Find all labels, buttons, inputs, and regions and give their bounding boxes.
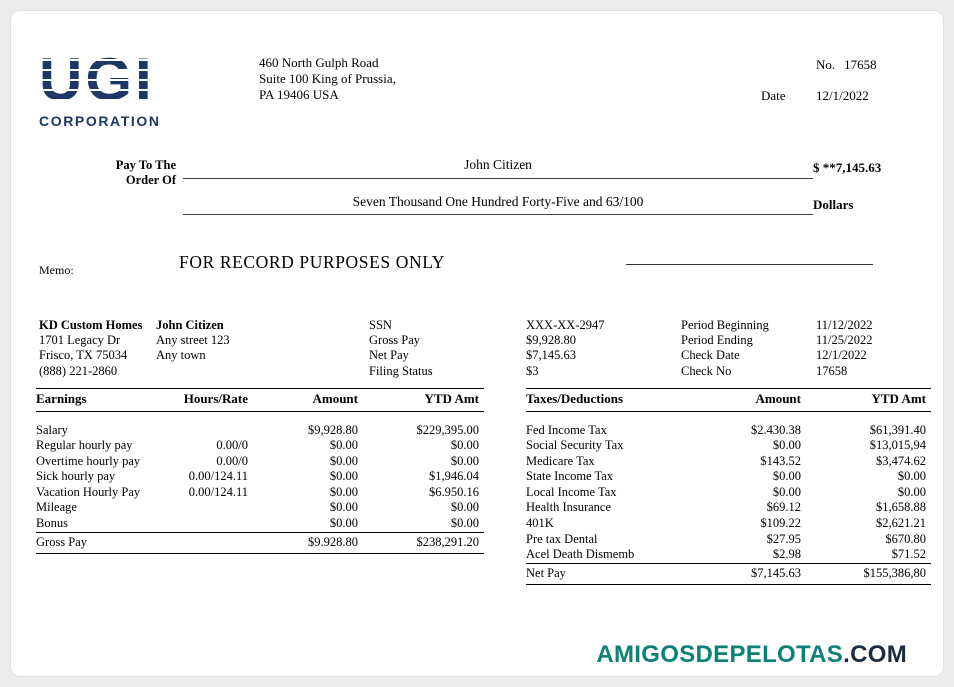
table-cell: Fed Income Tax [526, 422, 607, 437]
total-ytd: $238,291.20 [358, 532, 484, 554]
table-cell: $1,946.04 [429, 469, 479, 484]
company-address [259, 55, 396, 103]
dollars-label: Dollars [813, 197, 854, 212]
address-line: PA 19406 USA [259, 87, 339, 102]
period-labels [681, 318, 769, 379]
employee-address-line: Any street 123 [156, 333, 230, 348]
pay-to-line1: Pay To The [115, 158, 176, 172]
table-row [526, 547, 931, 563]
taxes-header-row [526, 389, 931, 412]
table-cell: State Income Tax [526, 469, 614, 484]
table-row [36, 516, 484, 532]
table-cell: 401K [526, 516, 554, 531]
earnings-body [36, 412, 484, 533]
table-cell: $109.22 [760, 516, 801, 531]
spacer-row [36, 412, 484, 423]
table-cell: $2,621.21 [876, 516, 926, 531]
ytd-col-header: YTD Amt [801, 389, 931, 412]
employee-info [156, 318, 230, 364]
check-amount: $ **7,145.63 [813, 160, 882, 175]
period-label: Check Date [681, 348, 740, 363]
table-row [36, 423, 484, 439]
summary-label: Net Pay [369, 348, 409, 363]
check-number-value: 17658 [844, 57, 877, 72]
table-cell: $2.98 [772, 547, 801, 562]
earnings-col-header: Earnings [36, 389, 166, 412]
amount-in-words: Seven Thousand One Hundred Forty-Five and 63/100 [352, 194, 644, 209]
logo-text: UGI [39, 51, 209, 108]
amount-col-header: Amount [248, 389, 358, 412]
table-cell: $61,391.40 [869, 422, 926, 437]
table-row [526, 485, 931, 501]
employer-info [39, 318, 142, 379]
employee-address-line: Any town [156, 348, 206, 363]
table-cell: $13,015,94 [869, 438, 926, 453]
period-value: 11/25/2022 [816, 333, 873, 348]
table-row [526, 500, 931, 516]
employer-address-line: (888) 221-2860 [39, 363, 118, 378]
summary-labels [369, 318, 433, 379]
table-cell: $0.00 [450, 453, 479, 468]
table-cell: $229,395.00 [416, 422, 479, 437]
employer-address-line: 1701 Legacy Dr [39, 333, 121, 348]
date-label: Date [761, 88, 786, 103]
period-value: 12/1/2022 [816, 348, 867, 363]
table-row [526, 438, 931, 454]
watermark-domain-suffix: .COM [843, 641, 907, 668]
total-label: Gross Pay [36, 532, 166, 554]
total-hours [166, 532, 248, 554]
period-value: 17658 [816, 363, 848, 378]
hours-rate-col-header: Hours/Rate [166, 389, 248, 412]
table-row [36, 454, 484, 470]
summary-label: SSN [369, 318, 392, 332]
total-ytd: $155,386,80 [801, 563, 931, 585]
table-cell: $9,928.80 [308, 422, 358, 437]
table-cell [166, 423, 248, 439]
table-cell: Pre tax Dental [526, 531, 598, 546]
memo-label: Memo: [39, 263, 74, 277]
payee-name: John Citizen [464, 157, 532, 172]
site-watermark [596, 641, 907, 669]
period-label: Period Ending [681, 333, 753, 348]
address-line: Suite 100 King of Prussia, [259, 71, 396, 86]
table-cell: Sick hourly pay [36, 469, 116, 484]
check-number [816, 57, 877, 73]
table-cell: $0.00 [450, 500, 479, 515]
table-cell: $0.00 [450, 438, 479, 453]
table-cell [166, 500, 248, 516]
table-cell: $0.00 [329, 500, 358, 515]
table-cell: 0.00/124.11 [188, 469, 248, 484]
table-row [526, 454, 931, 470]
employer-address-line: Frisco, TX 75034 [39, 348, 128, 363]
table-cell: $0.00 [329, 453, 358, 468]
table-cell: $27.95 [766, 531, 801, 546]
table-cell: $0.00 [329, 484, 358, 499]
table-cell: Overtime hourly pay [36, 453, 141, 468]
table-row [36, 485, 484, 501]
table-cell: 0.00/0 [216, 438, 248, 453]
table-cell: Salary [36, 422, 68, 437]
summary-value: $7,145.63 [526, 348, 576, 363]
period-label: Check No [681, 363, 732, 378]
table-row [526, 532, 931, 548]
table-cell: $2.430.38 [751, 422, 801, 437]
table-row [36, 500, 484, 516]
table-cell: $0.00 [329, 438, 358, 453]
spacer-row [526, 412, 931, 423]
total-amount: $9.928.80 [248, 532, 358, 554]
table-cell [166, 516, 248, 532]
table-cell: $0.00 [772, 484, 801, 499]
summary-label: Filing Status [369, 363, 433, 378]
table-cell: Mileage [36, 500, 77, 515]
table-cell: $0.00 [897, 469, 926, 484]
pay-to-line2: Order Of [125, 172, 176, 187]
employee-address [156, 333, 230, 363]
period-values [816, 318, 872, 379]
employer-name: KD Custom Homes [39, 318, 143, 332]
table-cell: $69.12 [766, 500, 801, 515]
summary-value: XXX-XX-2947 [526, 318, 605, 332]
table-cell: Vacation Hourly Pay [36, 484, 141, 499]
table-cell: $0.00 [450, 516, 479, 531]
table-row [526, 469, 931, 485]
total-amount: $7,145.63 [696, 563, 801, 585]
memo-text: FOR RECORD PURPOSES ONLY [179, 252, 445, 272]
gross-pay-total-row [36, 532, 484, 554]
signature-line [626, 264, 873, 265]
net-pay-total-row [526, 563, 931, 585]
period-label: Period Beginning [681, 318, 769, 332]
table-cell: $6.950.16 [429, 484, 479, 499]
table-row [36, 469, 484, 485]
table-row [36, 438, 484, 454]
summary-values [526, 318, 604, 379]
earnings-header-row [36, 389, 484, 412]
summary-value: $9,928.80 [526, 333, 576, 348]
earnings-table [36, 388, 484, 554]
employer-address [39, 333, 142, 379]
period-value: 11/12/2022 [816, 318, 873, 332]
table-cell: $0.00 [897, 484, 926, 499]
table-cell: $0.00 [329, 469, 358, 484]
paystub-page [10, 10, 944, 677]
employee-name: John Citizen [156, 318, 224, 332]
ytd-col-header: YTD Amt [358, 389, 484, 412]
logo-subtext: CORPORATION [39, 113, 161, 129]
table-cell: 0.00/124.11 [188, 484, 248, 499]
table-cell: $0.00 [772, 438, 801, 453]
pay-to-order-label [84, 158, 176, 187]
company-logo [39, 46, 209, 129]
taxes-table [526, 388, 931, 585]
table-cell: Acel Death Dismemb [526, 547, 635, 562]
table-cell: 0.00/0 [216, 453, 248, 468]
amount-col-header: Amount [696, 389, 801, 412]
table-row [526, 423, 931, 439]
table-cell: $3,474.62 [876, 453, 926, 468]
table-cell: Bonus [36, 516, 68, 531]
check-number-label: No. [816, 57, 836, 72]
table-cell: $0.00 [772, 469, 801, 484]
table-cell: $0.00 [329, 516, 358, 531]
table-cell: $670.80 [885, 531, 926, 546]
payee-line [183, 157, 813, 179]
table-cell: Health Insurance [526, 500, 612, 515]
summary-value: $3 [526, 363, 539, 378]
table-cell: Social Security Tax [526, 438, 624, 453]
watermark-name: AMIGOSDEPELOTAS [596, 641, 844, 668]
taxes-body [526, 412, 931, 564]
address-line: 460 North Gulph Road [259, 55, 379, 70]
amount-words-line [183, 194, 813, 215]
table-cell: $71.52 [891, 547, 926, 562]
table-cell: $1,658.88 [876, 500, 926, 515]
table-cell: Medicare Tax [526, 453, 595, 468]
date-value: 12/1/2022 [816, 88, 869, 103]
taxes-col-header: Taxes/Deductions [526, 389, 696, 412]
table-cell: Local Income Tax [526, 484, 617, 499]
table-cell: Regular hourly pay [36, 438, 133, 453]
summary-label: Gross Pay [369, 333, 421, 348]
table-cell: $143.52 [760, 453, 801, 468]
table-row [526, 516, 931, 532]
total-label: Net Pay [526, 563, 696, 585]
